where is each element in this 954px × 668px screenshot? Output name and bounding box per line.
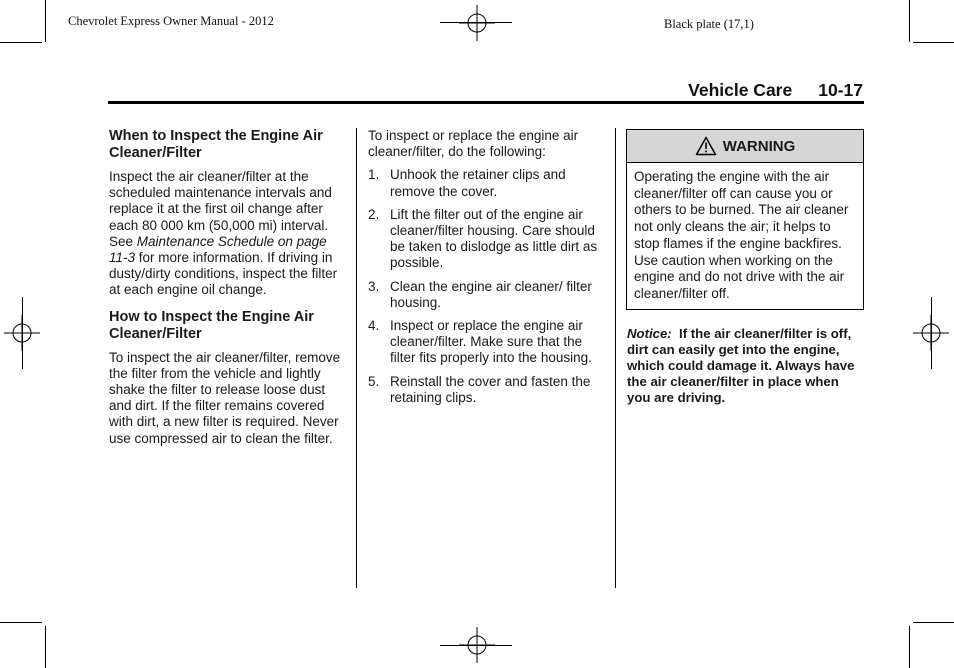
step-text: Reinstall the cover and fasten the retaining clips. bbox=[390, 373, 591, 405]
warning-header bbox=[627, 130, 863, 163]
cross-reference-link[interactable]: Maintenance Schedule on page 11-3 bbox=[109, 233, 327, 266]
crop-mark bbox=[440, 22, 512, 23]
warning-text: Operating the engine with the air cleaner/filter off can cause you or others to be burned. The air cleaner not only cleans the air; it helps to stop flames if the engine backfires. Use caution when working on the engine and do not drive with the air cleaner/filter off. bbox=[634, 169, 849, 301]
step-text: Lift the filter out of the engine air cleaner/filter housing. Care should be taken to dislodge as little dirt as possible. bbox=[390, 206, 598, 271]
paragraph-how-to-inspect: To inspect the air cleaner/filter, remove the filter from the vehicle and lightly shake the filter to release loose dust and dirt. If the filter remains covered with dirt, a new filter is required. Never use compressed air to clean the filter. bbox=[109, 349, 341, 446]
step-number: 5. bbox=[368, 373, 380, 389]
crop-mark bbox=[909, 626, 910, 668]
warning-triangle-icon bbox=[695, 136, 717, 156]
step-number: 4. bbox=[368, 318, 380, 334]
list-item bbox=[368, 318, 604, 367]
paragraph-inspect-schedule bbox=[109, 169, 347, 299]
crop-mark bbox=[45, 626, 46, 668]
notice-paragraph bbox=[627, 326, 865, 406]
step-text: Inspect or replace the engine air cleaner/filter. Make sure that the filter fits properly into the housing. bbox=[390, 318, 592, 366]
warning-box bbox=[626, 129, 864, 310]
list-item bbox=[368, 374, 604, 406]
crop-mark bbox=[45, 0, 46, 42]
registration-mark-icon bbox=[459, 5, 495, 41]
warning-title: WARNING bbox=[722, 137, 796, 155]
paragraph-text: Inspect the air cleaner/filter at the scheduled maintenance intervals and replace it at the first oil change after each 80 000 km (50,000 mi) interval. See bbox=[109, 169, 332, 249]
paragraph-text: for more information. If driving in dusty/dirty conditions, inspect the filter at each engine oil change. bbox=[109, 250, 338, 298]
running-header-right: Black plate (17,1) bbox=[664, 17, 754, 31]
steps-list bbox=[368, 167, 604, 406]
list-item bbox=[368, 167, 604, 199]
column-divider bbox=[615, 128, 616, 588]
header-rule bbox=[108, 101, 864, 104]
crop-mark bbox=[440, 645, 512, 646]
notice-label: Notice: bbox=[627, 326, 672, 341]
list-item bbox=[368, 207, 604, 272]
section-title: Vehicle Care bbox=[688, 80, 793, 100]
crop-mark bbox=[913, 622, 954, 623]
notice-text: If the air cleaner/filter is off, dirt can easily get into the engine, which could damage it. Always have the air cleaner/filter in place when you are driving. bbox=[627, 326, 859, 405]
column-2 bbox=[368, 128, 604, 413]
column-divider bbox=[356, 128, 357, 588]
crop-mark bbox=[0, 622, 42, 623]
column-1 bbox=[109, 128, 347, 457]
step-text: Clean the engine air cleaner/ filter housing. bbox=[390, 278, 592, 310]
page-number: 10-17 bbox=[818, 80, 863, 100]
heading-when-to-inspect: When to Inspect the Engine Air Cleaner/Filter bbox=[109, 128, 323, 161]
heading-how-to-inspect: How to Inspect the Engine Air Cleaner/Filter bbox=[109, 308, 314, 342]
section-header bbox=[600, 80, 863, 101]
crop-mark bbox=[931, 297, 932, 369]
crop-mark bbox=[909, 0, 910, 42]
running-header-left: Chevrolet Express Owner Manual - 2012 bbox=[68, 14, 274, 28]
crop-mark bbox=[0, 42, 42, 43]
step-number: 3. bbox=[368, 278, 380, 294]
step-number: 1. bbox=[368, 167, 380, 183]
crop-mark bbox=[913, 42, 954, 43]
step-number: 2. bbox=[368, 206, 380, 222]
crop-mark bbox=[22, 297, 23, 369]
step-text: Unhook the retainer clips and remove the cover. bbox=[390, 167, 566, 199]
steps-intro: To inspect or replace the engine air cleaner/filter, do the following: bbox=[368, 128, 579, 160]
list-item bbox=[368, 279, 604, 311]
